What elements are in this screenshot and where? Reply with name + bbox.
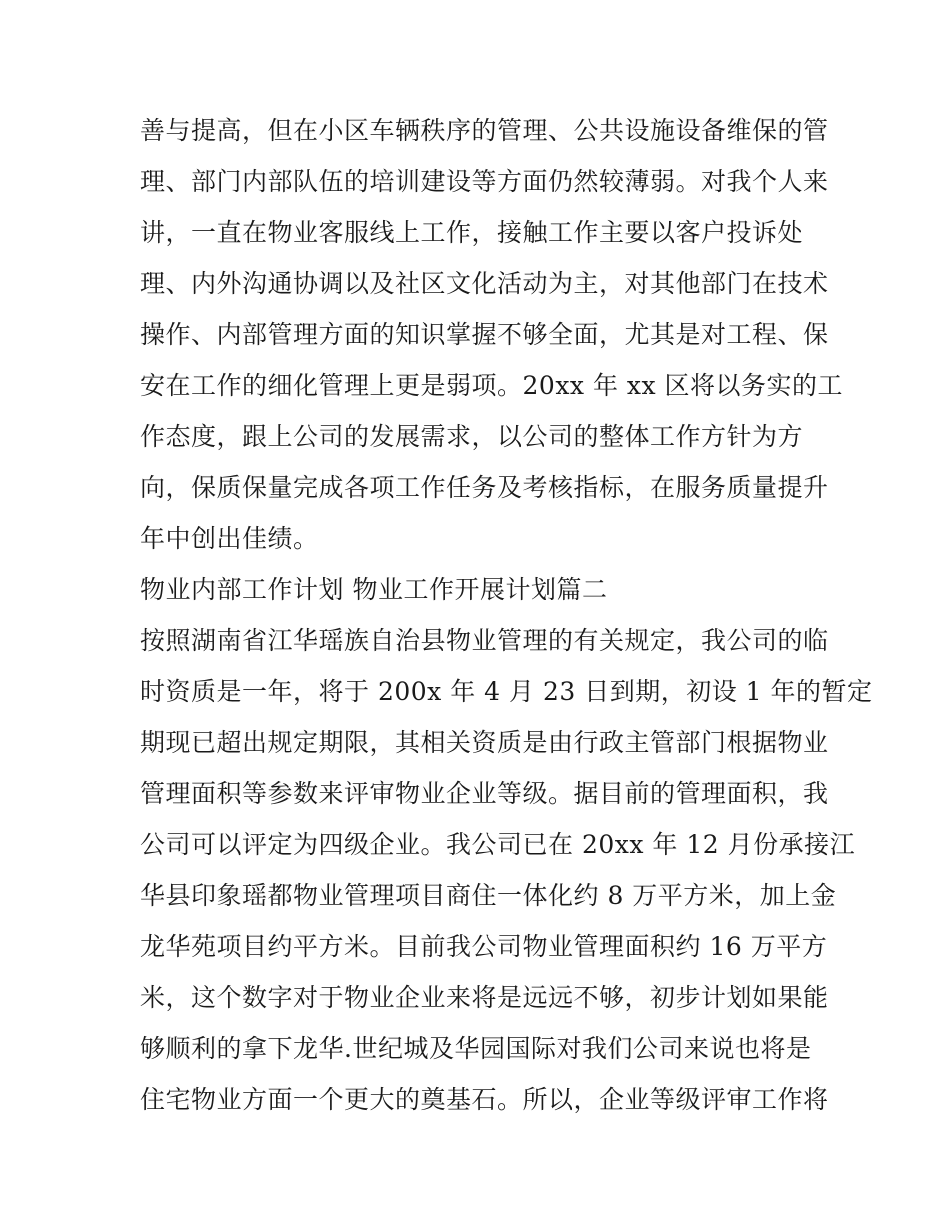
text-line: 时资质是一年，将于 200x 年 4 月 23 日到期，初设 1 年的暂定 bbox=[140, 677, 873, 706]
text-line: 善与提高，但在小区车辆秩序的管理、公共设施设备维保的管 bbox=[140, 116, 829, 145]
text-line: 住宅物业方面一个更大的奠基石。所以，企业等级评审工作将 bbox=[140, 1085, 829, 1114]
document-page bbox=[140, 105, 873, 1125]
text-line: 讲，一直在物业客服线上工作，接触工作主要以客户投诉处 bbox=[140, 218, 804, 247]
text-line: 作态度，跟上公司的发展需求，以公司的整体工作方针为方 bbox=[140, 422, 804, 451]
text-line: 安在工作的细化管理上更是弱项。20xx 年 xx 区将以务实的工 bbox=[140, 371, 844, 400]
text-line: 华县印象瑶都物业管理项目商住一体化约 8 万平方米，加上金 bbox=[140, 881, 837, 910]
section-heading: 物业内部工作计划 物业工作开展计划篇二 bbox=[140, 575, 608, 604]
text-line: 米，这个数字对于物业企业来将是远远不够，初步计划如果能 bbox=[140, 983, 829, 1012]
text-line: 公司可以评定为四级企业。我公司已在 20xx 年 12 月份承接江 bbox=[140, 830, 856, 859]
text-line: 按照湖南省江华瑶族自治县物业管理的有关规定，我公司的临 bbox=[140, 626, 829, 655]
text-line: 够顺利的拿下龙华.世纪城及华园国际对我们公司来说也将是 bbox=[140, 1034, 812, 1063]
text-line: 期现已超出规定期限，其相关资质是由行政主管部门根据物业 bbox=[140, 728, 829, 757]
text-line: 向，保质保量完成各项工作任务及考核指标，在服务质量提升 bbox=[140, 473, 829, 502]
text-line: 管理面积等参数来评审物业企业等级。据目前的管理面积，我 bbox=[140, 779, 829, 808]
text-line: 年中创出佳绩。 bbox=[140, 524, 319, 553]
text-line: 理、内外沟通协调以及社区文化活动为主，对其他部门在技术 bbox=[140, 269, 829, 298]
text-line: 理、部门内部队伍的培训建设等方面仍然较薄弱。对我个人来 bbox=[140, 167, 829, 196]
text-line: 龙华苑项目约平方米。目前我公司物业管理面积约 16 万平方 bbox=[140, 932, 828, 961]
text-line: 操作、内部管理方面的知识掌握不够全面，尤其是对工程、保 bbox=[140, 320, 829, 349]
